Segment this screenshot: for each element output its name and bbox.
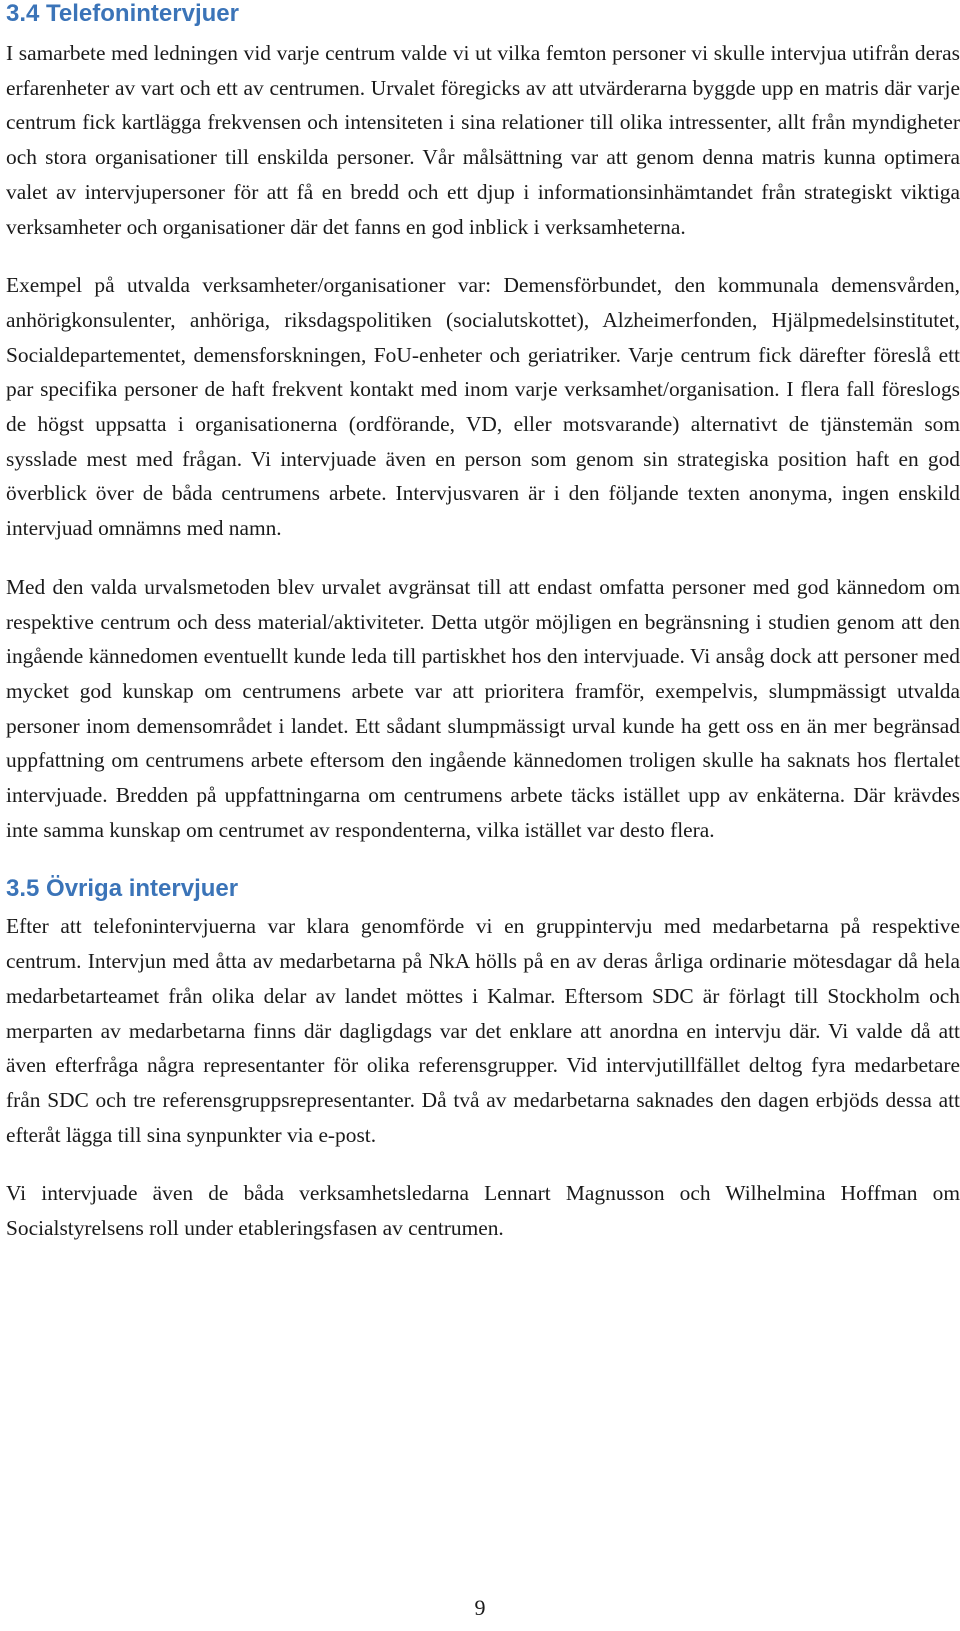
body-paragraph: Efter att telefonintervjuerna var klara genomförde vi en gruppintervju med medarbetarna på respektive centrum. Intervjun med åtta av medarbetarna på NkA hölls på en av deras årliga ordinarie mötesdagar då hela medarbetarteamet från olika delar av landet möttes i Kalmar. Eftersom SDC är förlagt till Stockholm och merparten av medarbetarna finns där dagligdags var det enklare att anordna en intervju där. Vi valde då att även efterfråga några representanter för olika referensgrupper. Vid intervjutillfället deltog fyra medarbetare från SDC och tre referensgruppsrepresentanter. Då två av medarbetarna saknades den dagen erbjöds dessa att efteråt lägga till sina synpunkter via e-post. bbox=[6, 914, 960, 1147]
section-heading-telefonintervjuer: 3.4 Telefonintervjuer bbox=[6, 0, 239, 27]
body-paragraph: Vi intervjuade även de båda verksamhetsledarna Lennart Magnusson och Wilhelmina Hoffman om Socialstyrelsens roll under etableringsfasen av centrumen. bbox=[6, 1181, 960, 1241]
body-paragraph: I samarbete med ledningen vid varje centrum valde vi ut vilka femton personer vi skulle intervjua utifrån deras erfarenheter av vart och ett av centrumen. Urvalet föregicks av att utvärderarna byggde upp en matris där varje centrum fick kartlägga frekvensen och intensiteten i sina relationer till olika intressenter, allt från myndigheter och stora organisationer till enskilda personer. Vår målsättning var att genom denna matris kunna optimera valet av intervjupersoner för att få en bredd och ett djup i informationsinhämtandet från strategiskt viktiga verksamheter och organisationer där det fanns en god inblick i verksamheterna. bbox=[6, 41, 960, 239]
page-number: 9 bbox=[474, 1595, 486, 1620]
document-page bbox=[6, 0, 960, 1246]
body-paragraph: Med den valda urvalsmetoden blev urvalet avgränsat till att endast omfatta personer med god kännedom om respektive centrum och dess material/aktiviteter. Detta utgör möjligen en begränsning i studien genom att den ingående kännedomen eventuellt kunde leda till partiskhet hos den intervjuade. Vi ansåg dock att personer med mycket god kunskap om centrumens arbete var att prioritera framför, exempelvis, slumpmässigt utvalda personer inom demensområdet i landet. Ett sådant slumpmässigt urval kunde ha gett oss en än mer begränsad uppfattning om centrumens arbete eftersom den ingående kännedomen troligen skulle ha saknats hos flertalet intervjuade. Bredden på uppfattningarna om centrumens arbete täcks istället upp av enkäterna. Där krävdes inte samma kunskap om centrumet av respondenterna, vilka istället var desto flera. bbox=[6, 574, 960, 842]
body-paragraph: Exempel på utvalda verksamheter/organisationer var: Demensförbundet, den kommunala demensvården, anhörigkonsulenter, anhöriga, riksdagspolitiken (socialutskottet), Alzheimerfonden, Hjälpmedelsinstitutet, Socialdepartementet, demensforskningen, FoU-enheter och geriatriker. Varje centrum fick därefter föreslå ett par specifika personer de haft frekvent kontakt med inom varje verksamhet/organisation. I flera fall föreslogs de högst uppsatta i organisationerna (ordförande, VD, eller motsvarande) alternativt de tjänstemän som sysslade mest med frågan. Vi intervjuade även en person som genom sin strategiska position haft en god överblick över de båda centrumens arbete. Intervjusvaren är i den följande texten anonyma, ingen enskild intervjuad omnämns med namn. bbox=[6, 273, 960, 541]
section-heading-ovriga-intervjuer: 3.5 Övriga intervjuer bbox=[6, 875, 239, 903]
